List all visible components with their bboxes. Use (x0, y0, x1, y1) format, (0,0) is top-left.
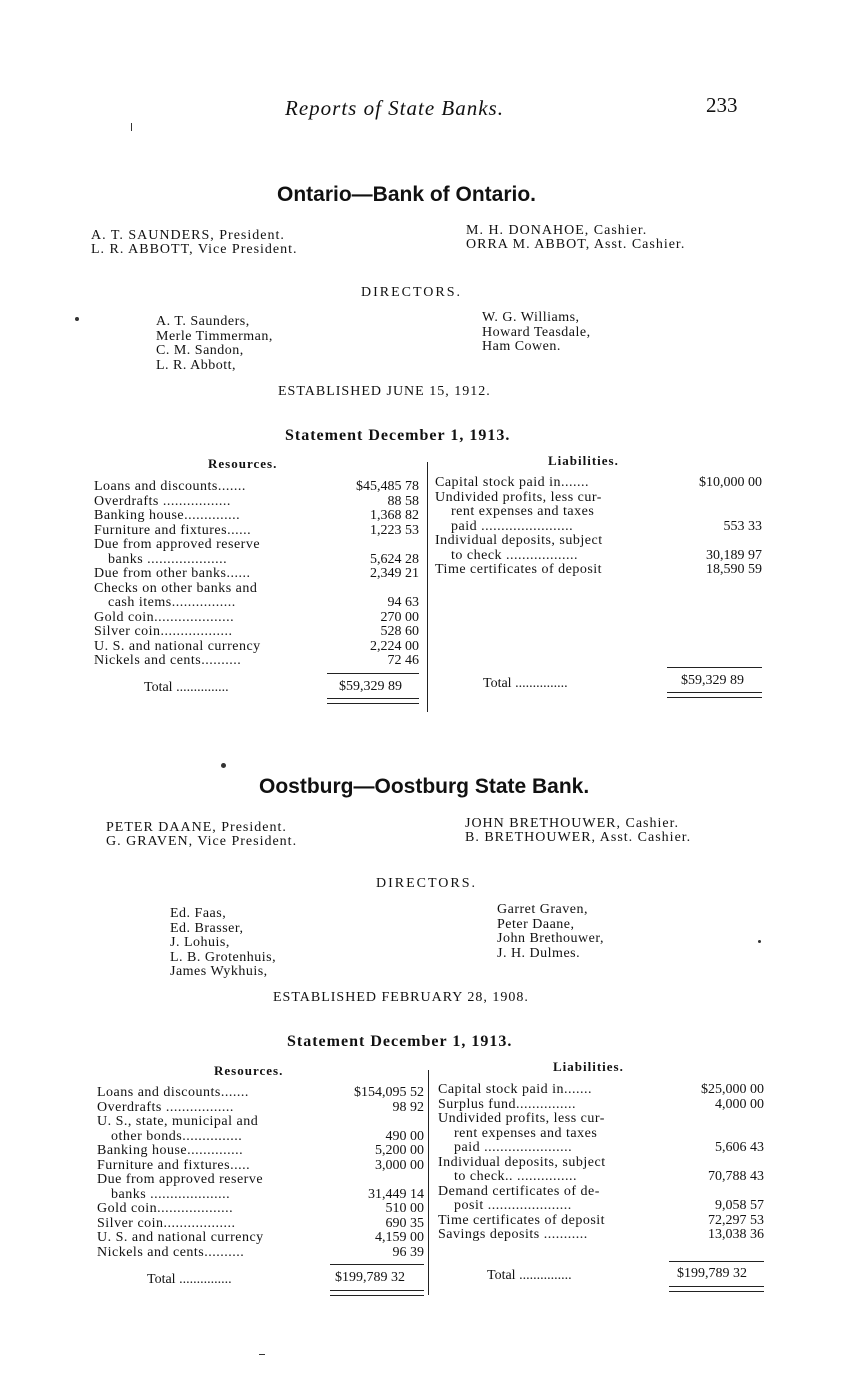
ledger-label: Silver coin.................. (94, 624, 233, 639)
ledger-row (94, 611, 419, 626)
ledger-amount: 1,223 53 (370, 522, 419, 538)
ledger-row (435, 491, 762, 506)
running-title: Reports of State Banks. (285, 96, 504, 120)
ledger-amount: 4,159 00 (375, 1230, 424, 1245)
resources-heading: Resources. (208, 456, 278, 471)
liabilities-heading: Liabilities. (548, 453, 619, 468)
ledger-label: Overdrafts ................. (94, 493, 231, 509)
ledger-row (94, 654, 419, 669)
liabilities-table (438, 1083, 764, 1243)
director-name: C. M. Sandon, (156, 343, 244, 358)
ledger-label: U. S. and national currency (94, 638, 261, 654)
ledger-amount: 5,624 28 (370, 551, 419, 567)
ledger-label: paid ....................... (451, 518, 574, 534)
ledger-row (438, 1170, 764, 1185)
director-name: Merle Timmerman, (156, 328, 273, 344)
ledger-amount: 2,224 00 (370, 638, 419, 654)
total-double-rule (330, 1290, 424, 1296)
ledger-label: Due from other banks...... (94, 566, 251, 581)
ledger-label: Savings deposits ........... (438, 1227, 588, 1242)
director-name: John Brethouwer, (497, 931, 604, 946)
ledger-row (438, 1185, 764, 1200)
ledger-label: other bonds............... (111, 1128, 243, 1144)
bank-title: Oostburg—Oostburg State Bank. (259, 775, 590, 798)
subtotal-rule (667, 667, 762, 668)
ledger-label: Banking house.............. (94, 508, 241, 523)
officer-president: A. T. SAUNDERS, President. (91, 228, 285, 243)
director-name: A. T. Saunders, (156, 314, 250, 329)
bank-title: Ontario—Bank of Ontario. (277, 183, 537, 206)
resources-table (97, 1086, 424, 1260)
ledger-label: Loans and discounts....... (94, 479, 246, 494)
ledger-label: Capital stock paid in....... (435, 475, 589, 490)
ledger-amount: 510 00 (385, 1201, 424, 1216)
ledger-row (94, 567, 419, 582)
ledger-label: Individual deposits, subject (438, 1154, 606, 1170)
ledger-row (97, 1202, 424, 1217)
ledger-row (438, 1214, 764, 1229)
ledger-label: Due from approved reserve (94, 537, 261, 552)
director-name: James Wykhuis, (170, 964, 268, 979)
ledger-row (97, 1217, 424, 1232)
ledger-amount: 4,000 00 (715, 1096, 764, 1112)
officers-left (106, 821, 297, 849)
ledger-row (94, 509, 419, 524)
director-name: J. H. Dulmes. (497, 945, 581, 961)
ledger-amount: $154,095 52 (354, 1085, 424, 1100)
resources-total-label: Total ............... (147, 1272, 232, 1287)
ledger-amount: 96 39 (392, 1244, 424, 1260)
resources-total: $199,789 32 (335, 1270, 405, 1285)
director-name: Ed. Faas, (170, 906, 227, 921)
ledger-row (94, 640, 419, 655)
ledger-row (97, 1144, 424, 1159)
liabilities-total-label: Total ............... (487, 1268, 572, 1283)
ledger-label: rent expenses and taxes (451, 504, 595, 519)
print-speck (221, 763, 226, 768)
established-date: ESTABLISHED FEBRUARY 28, 1908. (273, 990, 529, 1005)
ledger-row (97, 1188, 424, 1203)
ledger-row (438, 1112, 764, 1127)
ledger-row (97, 1115, 424, 1130)
ledger-amount: $45,485 78 (356, 479, 419, 494)
ledger-label: Checks on other banks and (94, 580, 258, 596)
ledger-amount: 18,590 59 (706, 562, 762, 577)
ledger-amount: 70,788 43 (708, 1169, 764, 1184)
ledger-row (97, 1086, 424, 1101)
ledger-label: Furniture and fixtures...... (94, 522, 252, 538)
ledger-label: paid ...................... (454, 1140, 573, 1155)
director-name: W. G. Williams, (482, 310, 580, 325)
officer-cashier: M. H. DONAHOE, Cashier. (466, 223, 648, 238)
ledger-row (97, 1159, 424, 1174)
ledger-label: Undivided profits, less cur- (435, 489, 602, 505)
ledger-row (438, 1127, 764, 1142)
ledger-row (97, 1231, 424, 1246)
ledger-amount: 31,449 14 (368, 1186, 424, 1202)
ledger-label: to check.. ............... (454, 1169, 578, 1184)
director-name: L. R. Abbott, (156, 357, 237, 373)
ledger-row (97, 1173, 424, 1188)
officer-president: PETER DAANE, President. (106, 820, 287, 835)
ledger-row (438, 1156, 764, 1171)
director-name: L. B. Grotenhuis, (170, 949, 277, 965)
ledger-label: Time certificates of deposit (435, 562, 603, 577)
ledger-row (438, 1083, 764, 1098)
ledger-row (94, 524, 419, 539)
directors-heading: DIRECTORS. (361, 285, 463, 300)
subtotal-rule (330, 1264, 424, 1265)
officer-asst-cashier: B. BRETHOUWER, Asst. Cashier. (465, 830, 692, 845)
ledger-label: Capital stock paid in....... (438, 1082, 592, 1097)
ledger-amount: 528 60 (380, 624, 419, 639)
ledger-amount: 690 35 (385, 1215, 424, 1231)
ledger-row (94, 596, 419, 611)
ledger-label: Time certificates of deposit (438, 1212, 606, 1228)
total-double-rule (327, 698, 419, 704)
column-divider (428, 1070, 429, 1295)
ledger-row (435, 520, 762, 535)
ledger-row (435, 563, 762, 578)
director-name: Ed. Brasser, (170, 920, 244, 936)
subtotal-rule (327, 673, 419, 674)
ledger-amount: 490 00 (385, 1128, 424, 1144)
print-speck (75, 317, 79, 321)
officers-right (466, 224, 685, 252)
subtotal-rule (669, 1261, 764, 1262)
ledger-label: to check .................. (451, 547, 579, 563)
ledger-amount: 88 58 (387, 493, 419, 509)
ledger-row (94, 625, 419, 640)
ledger-row (94, 480, 419, 495)
ledger-amount: 94 63 (387, 595, 419, 610)
resources-table (94, 480, 419, 669)
ledger-label: Due from approved reserve (97, 1172, 264, 1187)
ledger-label: banks .................... (108, 551, 228, 567)
ledger-amount: 9,058 57 (715, 1198, 764, 1213)
print-speck (758, 940, 761, 943)
ledger-amount: 5,200 00 (375, 1143, 424, 1158)
ledger-label: Surplus fund............... (438, 1096, 576, 1112)
ledger-label: posit ..................... (454, 1198, 572, 1213)
officer-vice-president: G. GRAVEN, Vice President. (106, 834, 298, 849)
ledger-label: Undivided profits, less cur- (438, 1111, 605, 1126)
ledger-label: Banking house.............. (97, 1143, 244, 1158)
liabilities-total: $59,329 89 (681, 673, 744, 688)
ledger-row (438, 1141, 764, 1156)
liabilities-table (435, 476, 762, 578)
director-name: J. Lohuis, (170, 935, 230, 950)
ledger-row (94, 582, 419, 597)
ledger-label: cash items................ (108, 595, 236, 610)
ledger-label: Nickels and cents.......... (94, 653, 242, 668)
ledger-row (97, 1101, 424, 1116)
print-speck (131, 123, 132, 131)
ledger-row (97, 1130, 424, 1145)
ledger-amount: 1,368 82 (370, 508, 419, 523)
resources-total: $59,329 89 (339, 679, 402, 694)
directors-left (156, 315, 273, 373)
ledger-amount: 5,606 43 (715, 1140, 764, 1155)
ledger-label: Silver coin.................. (97, 1215, 236, 1231)
director-name: Ham Cowen. (482, 339, 561, 354)
ledger-label: Loans and discounts....... (97, 1085, 249, 1100)
officer-asst-cashier: ORRA M. ABBOT, Asst. Cashier. (466, 237, 686, 252)
ledger-row (94, 495, 419, 510)
ledger-row (438, 1228, 764, 1243)
total-double-rule (667, 692, 762, 698)
ledger-amount: 270 00 (380, 609, 419, 625)
ledger-label: Demand certificates of de- (438, 1183, 600, 1199)
ledger-amount: 553 33 (723, 518, 762, 534)
director-name: Garret Graven, (497, 902, 588, 917)
page-number: 233 (706, 93, 738, 117)
ledger-label: rent expenses and taxes (454, 1125, 598, 1141)
print-speck (259, 1354, 265, 1355)
director-name: Howard Teasdale, (482, 324, 591, 340)
ledger-row (438, 1098, 764, 1113)
ledger-amount: 2,349 21 (370, 566, 419, 581)
directors-right (482, 311, 591, 355)
directors-heading: DIRECTORS. (376, 876, 478, 891)
liabilities-total-label: Total ............... (483, 676, 568, 691)
ledger-amount: 98 92 (392, 1099, 424, 1115)
ledger-row (435, 534, 762, 549)
ledger-label: Nickels and cents.......... (97, 1244, 245, 1260)
ledger-label: Gold coin................... (97, 1201, 234, 1216)
ledger-row (435, 505, 762, 520)
director-name: Peter Daane, (497, 916, 575, 932)
ledger-amount: 72 46 (387, 653, 419, 668)
ledger-label: banks .................... (111, 1186, 231, 1202)
established-date: ESTABLISHED JUNE 15, 1912. (278, 384, 491, 399)
ledger-amount: 13,038 36 (708, 1227, 764, 1242)
ledger-row (438, 1199, 764, 1214)
ledger-row (435, 476, 762, 491)
ledger-label: Furniture and fixtures..... (97, 1157, 251, 1173)
ledger-label: Overdrafts ................. (97, 1099, 234, 1115)
liabilities-total: $199,789 32 (677, 1266, 747, 1281)
directors-left (170, 907, 276, 980)
column-divider (427, 462, 428, 712)
directors-right (497, 903, 604, 961)
liabilities-heading: Liabilities. (553, 1059, 624, 1074)
statement-title: Statement December 1, 1913. (285, 427, 511, 444)
ledger-row (97, 1246, 424, 1261)
total-double-rule (669, 1286, 764, 1292)
ledger-amount: 72,297 53 (708, 1212, 764, 1228)
ledger-label: U. S., state, municipal and (97, 1114, 259, 1129)
resources-total-label: Total ............... (144, 680, 229, 695)
ledger-row (435, 549, 762, 564)
ledger-row (94, 553, 419, 568)
officers-left (91, 229, 298, 257)
statement-title: Statement December 1, 1913. (287, 1033, 513, 1050)
ledger-label: Gold coin.................... (94, 609, 235, 625)
resources-heading: Resources. (214, 1063, 284, 1078)
ledger-label: U. S. and national currency (97, 1230, 264, 1245)
ledger-amount: $25,000 00 (701, 1082, 764, 1097)
officers-right (465, 817, 691, 845)
ledger-amount: 3,000 00 (375, 1157, 424, 1173)
officer-vice-president: L. R. ABBOTT, Vice President. (91, 242, 298, 257)
ledger-amount: 30,189 97 (706, 547, 762, 563)
ledger-label: Individual deposits, subject (435, 533, 603, 548)
ledger-amount: $10,000 00 (699, 475, 762, 490)
ledger-row (94, 538, 419, 553)
officer-cashier: JOHN BRETHOUWER, Cashier. (465, 816, 679, 831)
